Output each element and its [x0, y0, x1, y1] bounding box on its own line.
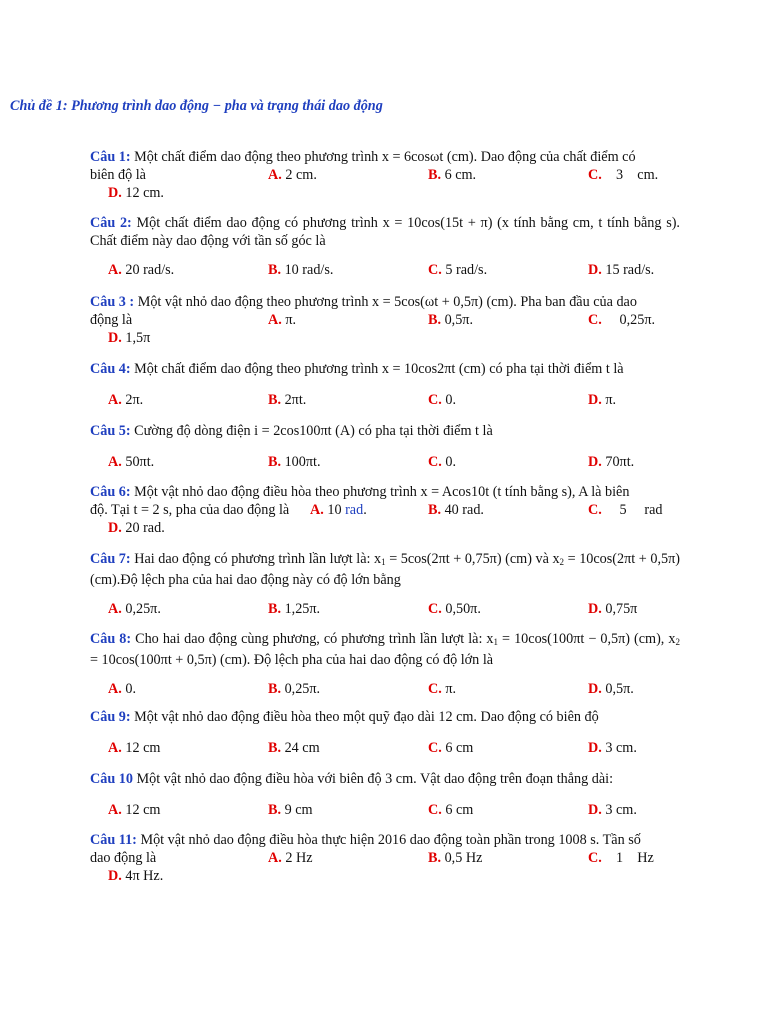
question-label: Câu 4: — [90, 361, 131, 377]
answer-text: 20 rad. — [121, 520, 165, 536]
answer-letter: D. — [108, 868, 122, 884]
answer-letter: D. — [588, 601, 602, 617]
answer-text: 0. — [441, 454, 456, 470]
answer-c[interactable] — [428, 453, 456, 471]
answer-row — [90, 867, 680, 885]
answer-text: 0,5 Hz — [441, 850, 483, 866]
answer-text: 0,5π. — [601, 681, 634, 697]
answer-c[interactable] — [428, 739, 473, 757]
answer-text: 15 rad/s. — [601, 262, 655, 278]
answer-text: 0. — [441, 392, 456, 408]
answer-d[interactable] — [108, 519, 165, 537]
answer-b[interactable] — [268, 453, 321, 471]
answer-letter: C. — [428, 392, 442, 408]
answer-text: 6 cm — [441, 802, 474, 818]
answer-text: 3 cm. — [601, 740, 637, 756]
answer-letter: D. — [108, 330, 122, 346]
answer-text: 1,25π. — [281, 601, 321, 617]
answer-letter: A. — [108, 454, 122, 470]
question-stem — [90, 630, 680, 669]
answer-letter: B. — [428, 850, 442, 866]
answer-row — [90, 453, 680, 471]
answer-a[interactable] — [108, 801, 160, 819]
answer-letter: D. — [108, 185, 122, 201]
answer-row — [90, 600, 680, 618]
answer-c[interactable] — [588, 311, 655, 329]
answer-letter: C. — [428, 740, 442, 756]
answer-letter: C. — [428, 601, 442, 617]
stem-text: Cho hai dao động cùng phương, có phương trình lần lượt là: x — [131, 631, 494, 647]
answer-c[interactable] — [428, 261, 487, 279]
answer-row — [90, 519, 680, 537]
stem-text: Một vật nhỏ dao động điều hòa thực hiện 2016 dao động toàn phần trong 1008 s. Tần số — [136, 832, 641, 848]
answer-text: 0,25π. — [121, 601, 161, 617]
answer-text: 40 rad. — [441, 502, 484, 518]
answer-text: 100πt. — [281, 454, 321, 470]
answer-a[interactable] — [108, 680, 136, 698]
answer-letter: B. — [268, 392, 282, 408]
answer-text: 0,5π. — [441, 312, 474, 328]
answer-b[interactable] — [268, 600, 320, 618]
answer-b[interactable] — [268, 680, 320, 698]
answer-a[interactable] — [268, 166, 317, 184]
answer-text: 12 cm — [121, 802, 161, 818]
question-label: Câu 6: — [90, 484, 131, 500]
subscript: 2 — [675, 637, 680, 647]
answer-text: 9 cm — [281, 802, 313, 818]
question-10 — [90, 770, 680, 819]
answer-letter: A. — [108, 681, 122, 697]
answer-text: 12 cm. — [121, 185, 164, 201]
answer-d[interactable] — [588, 600, 637, 618]
answer-letter: A. — [268, 312, 282, 328]
stem-text: Hai dao động có phương trình lần lượt là: x — [130, 551, 382, 567]
question-label: Câu 11: — [90, 832, 137, 848]
answer-period: . — [363, 502, 367, 518]
answer-text: 10 rad/s. — [281, 262, 334, 278]
answer-letter: A. — [268, 850, 282, 866]
answer-row — [90, 261, 680, 279]
stem-text: = 5cos(2πt + 0,75π) (cm) và x — [385, 551, 560, 567]
answer-text: 5 rad — [601, 502, 663, 518]
answer-letter: C. — [428, 802, 442, 818]
answer-b[interactable] — [268, 391, 306, 409]
answer-text: 3 cm. — [601, 167, 659, 183]
answer-b[interactable] — [268, 801, 313, 819]
answer-c[interactable] — [428, 600, 481, 618]
answer-a[interactable] — [268, 311, 296, 329]
question-stem — [90, 550, 680, 589]
question-label: Câu 10 — [90, 771, 133, 787]
answer-letter: C. — [428, 454, 442, 470]
question-7 — [90, 550, 680, 618]
answer-c[interactable] — [588, 501, 662, 519]
answer-letter: A. — [108, 392, 122, 408]
answer-text: π. — [601, 392, 617, 408]
answer-text: 12 cm — [121, 740, 161, 756]
answer-a[interactable] — [108, 739, 160, 757]
answer-text: 6 cm — [441, 740, 474, 756]
stem-text: Cường độ dòng điện i = 2cos100πt (A) có pha tại thời điểm t là — [130, 423, 493, 439]
answer-row — [90, 329, 680, 347]
topic-title: Chủ đề 1: Phương trình dao động − pha và trạng thái dao động — [10, 98, 383, 114]
answer-d[interactable] — [588, 261, 654, 279]
answer-letter: D. — [588, 262, 602, 278]
answer-text: 0,75π — [601, 601, 638, 617]
answer-text: 0,25π. — [601, 312, 656, 328]
question-11 — [90, 831, 680, 885]
question-stem — [90, 214, 680, 250]
question-5 — [90, 422, 680, 471]
answer-letter: D. — [588, 740, 602, 756]
question-6 — [90, 483, 680, 537]
answer-text: 0. — [121, 681, 136, 697]
question-label: Câu 9: — [90, 709, 131, 725]
answer-letter: C. — [588, 167, 602, 183]
stem-text: Một chất điểm dao động có phương trình x = 10cos(15t + π) (x tính bằng cm, t tính bằng s). Chất điểm này dao động với tần số góc là — [90, 215, 680, 249]
answer-letter: D. — [588, 802, 602, 818]
answer-letter: C. — [588, 312, 602, 328]
answer-text: 50πt. — [121, 454, 155, 470]
question-stem — [90, 148, 680, 166]
answer-c[interactable] — [588, 849, 654, 867]
answer-letter: B. — [268, 601, 282, 617]
answer-letter: C. — [588, 502, 602, 518]
answer-d[interactable] — [108, 184, 164, 202]
stem-text: = 10cos(100πt − 0,5π) (cm), x — [498, 631, 676, 647]
answer-letter: D. — [588, 681, 602, 697]
stem-text: = 10cos(2πt + 0,5π) (cm).Độ lệch pha của hai dao động này có độ lớn bằng — [90, 551, 680, 588]
answer-letter: A. — [108, 802, 122, 818]
answer-text: 24 cm — [281, 740, 320, 756]
answer-row — [90, 680, 680, 698]
question-2 — [90, 214, 680, 279]
answer-a[interactable] — [268, 849, 313, 867]
answer-text: 5 rad/s. — [441, 262, 488, 278]
answer-row — [90, 311, 680, 329]
stem-text: = 10cos(100πt + 0,5π) (cm). Độ lệch pha của hai dao động có độ lớn là — [90, 652, 494, 668]
question-8 — [90, 630, 680, 698]
question-stem — [90, 360, 680, 378]
answer-row — [90, 739, 680, 757]
answer-c[interactable] — [428, 391, 456, 409]
answer-text: 70πt. — [601, 454, 635, 470]
answer-text: 0,50π. — [441, 601, 481, 617]
answer-row — [90, 501, 680, 519]
answer-d[interactable] — [588, 680, 634, 698]
answer-d[interactable] — [588, 739, 637, 757]
answer-letter: C. — [428, 262, 442, 278]
stem-text: Một vật nhỏ dao động điều hòa theo phương trình x = Acos10t (t tính bằng s), A là biên — [130, 484, 630, 500]
answer-a[interactable] — [108, 600, 161, 618]
answer-row — [90, 849, 680, 867]
answer-b[interactable] — [428, 166, 476, 184]
stem-tail: dao động là — [90, 850, 157, 866]
answer-row — [90, 166, 680, 184]
question-stem — [90, 483, 680, 501]
answer-a[interactable] — [108, 391, 143, 409]
stem-text: Một chất điểm dao động theo phương trình x = 6cosωt (cm). Dao động của chất điểm có — [130, 149, 636, 165]
answer-row — [90, 391, 680, 409]
answer-c[interactable] — [588, 166, 658, 184]
answer-d[interactable] — [108, 867, 163, 885]
answer-text: 10 — [323, 502, 346, 518]
answer-letter: B. — [428, 312, 442, 328]
answer-letter: A. — [310, 502, 324, 518]
answer-b[interactable] — [428, 849, 482, 867]
answer-text: 2 Hz — [281, 850, 313, 866]
answer-letter: B. — [268, 262, 282, 278]
question-stem — [90, 831, 680, 849]
answer-text: 4π Hz. — [121, 868, 164, 884]
answer-letter: B. — [268, 681, 282, 697]
answer-letter: A. — [268, 167, 282, 183]
answer-text: π. — [281, 312, 297, 328]
answer-d[interactable] — [588, 391, 616, 409]
answer-letter: C. — [588, 850, 602, 866]
answer-d[interactable] — [588, 801, 637, 819]
answer-d[interactable] — [588, 453, 634, 471]
answer-letter: A. — [108, 262, 122, 278]
answer-unit: rad — [345, 502, 364, 518]
answer-letter: B. — [268, 454, 282, 470]
stem-text: Một chất điểm dao động theo phương trình x = 10cos2πt (cm) có pha tại thời điểm t là — [130, 361, 624, 377]
question-stem — [90, 770, 680, 788]
subscript: 1 — [493, 637, 499, 647]
answer-b[interactable] — [428, 501, 484, 519]
answer-c[interactable] — [428, 680, 456, 698]
question-stem — [90, 422, 680, 440]
question-stem — [90, 708, 680, 726]
question-4 — [90, 360, 680, 409]
question-label: Câu 3 : — [90, 294, 135, 310]
answer-letter: D. — [588, 392, 602, 408]
answer-text: π. — [441, 681, 457, 697]
answer-letter: A. — [108, 740, 122, 756]
answer-text: 3 cm. — [601, 802, 637, 818]
question-label: Câu 7: — [90, 551, 131, 567]
answer-a[interactable] — [108, 453, 154, 471]
answer-letter: B. — [428, 167, 442, 183]
answer-a[interactable] — [108, 261, 174, 279]
answer-text: 1 Hz — [601, 850, 654, 866]
answer-letter: B. — [268, 740, 282, 756]
stem-tail: động là — [90, 312, 133, 328]
answer-text: 2πt. — [281, 392, 307, 408]
answer-c[interactable] — [428, 801, 473, 819]
answer-row — [90, 801, 680, 819]
answer-b[interactable] — [268, 261, 333, 279]
answer-letter: A. — [108, 601, 122, 617]
answer-text: 0,25π. — [281, 681, 321, 697]
answer-letter: B. — [428, 502, 442, 518]
subscript: 1 — [381, 557, 386, 567]
question-1 — [90, 148, 680, 202]
answer-letter: C. — [428, 681, 442, 697]
question-label: Câu 8: — [90, 631, 132, 647]
subscript: 2 — [559, 557, 565, 567]
question-label: Câu 5: — [90, 423, 131, 439]
answer-b[interactable] — [428, 311, 473, 329]
stem-tail: độ. Tại t = 2 s, pha của dao động là — [90, 502, 290, 518]
stem-text: Một vật nhỏ dao động điều hòa theo một quỹ đạo dài 12 cm. Dao động có biên độ — [130, 709, 599, 725]
answer-text: 2 cm. — [281, 167, 317, 183]
stem-text: Một vật nhỏ dao động điều hòa với biên độ 3 cm. Vật dao động trên đoạn thẳng dài: — [132, 771, 614, 787]
question-stem — [90, 293, 680, 311]
answer-text: 6 cm. — [441, 167, 477, 183]
question-label: Câu 1: — [90, 149, 131, 165]
answer-letter: B. — [268, 802, 282, 818]
question-3 — [90, 293, 680, 347]
stem-text: Một vật nhỏ dao động theo phương trình x = 5cos(ωt + 0,5π) (cm). Pha ban đầu của dao — [134, 294, 637, 310]
answer-a[interactable] — [310, 501, 367, 519]
question-label: Câu 2: — [90, 215, 132, 231]
answer-b[interactable] — [268, 739, 320, 757]
answer-letter: D. — [108, 520, 122, 536]
answer-row — [90, 184, 680, 202]
answer-text: 2π. — [121, 392, 144, 408]
answer-letter: D. — [588, 454, 602, 470]
stem-tail: biên độ là — [90, 167, 146, 183]
answer-text: 20 rad/s. — [121, 262, 175, 278]
question-9 — [90, 708, 680, 757]
answer-d[interactable] — [108, 329, 150, 347]
answer-text: 1,5π — [121, 330, 151, 346]
